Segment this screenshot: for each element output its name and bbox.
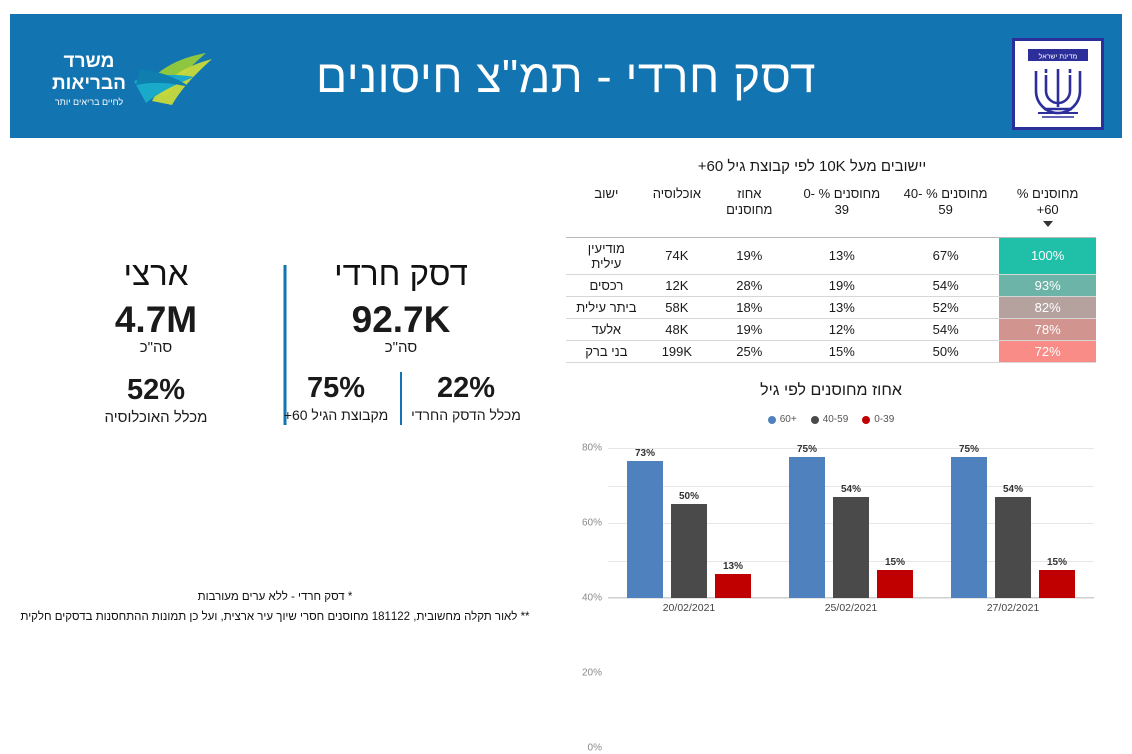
chart-bar-value-label: 54% bbox=[840, 483, 861, 495]
logo-line-2: הבריאות bbox=[51, 72, 126, 94]
table-row[interactable] bbox=[566, 340, 1096, 362]
kpi-national-share-value: 52% bbox=[126, 374, 186, 406]
table-row[interactable] bbox=[566, 237, 1096, 274]
svg-text:מדינת ישראל: מדינת ישראל bbox=[1038, 53, 1078, 61]
column-header-pct-40-59[interactable]: מחוסנים % 40-59 bbox=[892, 182, 999, 237]
chart-bar-value-label: 75% bbox=[796, 444, 817, 456]
cell-pct-total: 19% bbox=[707, 237, 792, 274]
chart-bar[interactable] bbox=[715, 560, 751, 598]
kpi-national-total: 4.7M bbox=[114, 299, 198, 340]
kpi-haredi-age60-share bbox=[272, 372, 400, 425]
legend-label: 60+ bbox=[779, 414, 797, 425]
chart-bar-group bbox=[608, 448, 770, 614]
table-header-row bbox=[566, 182, 1096, 237]
chart-bar-value-label: 54% bbox=[1002, 483, 1023, 495]
kpi-summary-panel bbox=[40, 255, 530, 475]
chart-bar[interactable] bbox=[951, 444, 987, 598]
kpi-national-heading: ארצי bbox=[123, 255, 189, 292]
legend-entry[interactable] bbox=[862, 414, 894, 425]
cell-city: מודיעין עילית bbox=[566, 237, 647, 274]
cell-pct-60plus: 82% bbox=[999, 296, 1096, 318]
column-header-pct-60plus-label: מחוסנים % 60+ bbox=[1016, 186, 1079, 218]
chart-bar[interactable] bbox=[627, 448, 663, 598]
kpi-haredi-total: 92.7K bbox=[351, 299, 451, 340]
chart-bar[interactable] bbox=[1039, 556, 1075, 598]
y-axis-tick-label: 40% bbox=[581, 592, 602, 604]
cell-pct-40-59: 52% bbox=[892, 296, 999, 318]
chart-bar-value-label: 13% bbox=[722, 560, 743, 572]
column-header-population[interactable]: אוכלוסיה bbox=[647, 182, 707, 237]
cell-pct-40-59: 50% bbox=[892, 340, 999, 362]
kpi-haredi-share-label: מכלל הדסק החרדי bbox=[411, 407, 521, 423]
cell-pct-60plus: 93% bbox=[999, 274, 1096, 296]
cell-pct-40-59: 54% bbox=[892, 318, 999, 340]
chart-bar[interactable] bbox=[671, 491, 707, 598]
chart-bar-value-label: 15% bbox=[1046, 556, 1067, 568]
footnote-2: ** לאור תקלה מחשובית, 181122 מחוסנים חסרי שיוך עיר ארצית, ועל כן תמונות ההתחסנות בדסקים חלקית bbox=[20, 610, 530, 623]
y-axis-tick-label: 0% bbox=[587, 742, 602, 754]
column-header-pct-60plus[interactable] bbox=[999, 182, 1096, 237]
cell-city: אלעד bbox=[566, 318, 647, 340]
chart-bar-group bbox=[770, 444, 932, 614]
cell-population: 48K bbox=[647, 318, 707, 340]
chart-bar-value-label: 50% bbox=[678, 491, 699, 503]
column-header-city[interactable]: ישוב bbox=[566, 182, 647, 237]
cell-city: בני ברק bbox=[566, 340, 647, 362]
vaccination-by-age-chart bbox=[566, 440, 1106, 754]
sort-descending-icon[interactable] bbox=[1043, 221, 1053, 227]
ministry-of-health-logo bbox=[28, 42, 218, 116]
chart-plot-area bbox=[581, 442, 1094, 754]
chart-bar[interactable] bbox=[789, 444, 825, 598]
chart-bar[interactable] bbox=[833, 483, 869, 598]
logo-line-3: לחיים בריאים יותר bbox=[54, 96, 124, 107]
cell-population: 12K bbox=[647, 274, 707, 296]
footnote-1: * דסק חרדי - ללא ערים מעורבות bbox=[197, 591, 353, 603]
y-axis-tick-label: 60% bbox=[581, 517, 602, 529]
cell-pct-60plus: 78% bbox=[999, 318, 1096, 340]
kpi-haredi-heading: דסק חרדי bbox=[334, 255, 468, 292]
cell-city: ביתר עילית bbox=[566, 296, 647, 318]
cell-city: רכסים bbox=[566, 274, 647, 296]
cell-pct-40-59: 67% bbox=[892, 237, 999, 274]
cell-pct-40-59: 54% bbox=[892, 274, 999, 296]
kpi-haredi-share-value: 22% bbox=[436, 372, 496, 404]
cell-pct-0-39: 13% bbox=[792, 296, 892, 318]
legend-label: 40-59 bbox=[822, 414, 849, 425]
page-title: דסק חרדי - תמ"צ חיסונים bbox=[316, 50, 816, 102]
ministry-logo-text bbox=[52, 51, 126, 107]
legend-label: 0-39 bbox=[874, 414, 895, 425]
legend-entry[interactable] bbox=[811, 414, 849, 425]
chart-legend bbox=[566, 414, 1096, 425]
legend-dot-icon bbox=[811, 416, 819, 424]
y-axis-tick-label: 20% bbox=[581, 667, 602, 679]
logo-line-1: משרד bbox=[63, 50, 115, 72]
kpi-national-total-label: סה"כ bbox=[139, 339, 173, 356]
chart-bar[interactable] bbox=[877, 556, 913, 598]
table-row[interactable] bbox=[566, 296, 1096, 318]
kpi-national-share-label: מכלל האוכלוסיה bbox=[104, 409, 208, 426]
cell-pct-0-39: 13% bbox=[792, 237, 892, 274]
cell-pct-total: 28% bbox=[707, 274, 792, 296]
chart-title: אחוז מחוסנים לפי גיל bbox=[760, 382, 902, 399]
cell-pct-total: 25% bbox=[707, 340, 792, 362]
chart-bar-value-label: 75% bbox=[958, 444, 979, 456]
kpi-haredi-share-of-desk bbox=[400, 372, 530, 425]
health-swoosh-icon bbox=[132, 47, 218, 111]
cell-population: 74K bbox=[647, 237, 707, 274]
footnotes bbox=[20, 588, 530, 627]
chart-bar-value-label: 15% bbox=[884, 556, 905, 568]
kpi-haredi-age60-label: מקבוצת הגיל 60+ bbox=[283, 407, 389, 423]
legend-entry[interactable] bbox=[768, 414, 797, 425]
x-axis-tick-label: 25/02/2021 bbox=[824, 602, 878, 614]
cell-pct-0-39: 19% bbox=[792, 274, 892, 296]
chart-bar-group bbox=[932, 444, 1094, 614]
state-emblem-icon bbox=[1012, 38, 1104, 130]
cell-population: 199K bbox=[647, 340, 707, 362]
table-row[interactable] bbox=[566, 318, 1096, 340]
table-title: יישובים מעל 10K לפי קבוצת גיל 60+ bbox=[697, 158, 927, 175]
cell-population: 58K bbox=[647, 296, 707, 318]
column-header-pct-0-39[interactable]: מחוסנים % 0-39 bbox=[792, 182, 892, 237]
x-axis-tick-label: 27/02/2021 bbox=[986, 602, 1040, 614]
page-header bbox=[10, 14, 1122, 138]
legend-dot-icon bbox=[862, 416, 870, 424]
kpi-national-block bbox=[40, 255, 272, 475]
y-axis-tick-label: 80% bbox=[581, 442, 602, 454]
chart-bar-value-label: 73% bbox=[634, 448, 655, 460]
kpi-haredi-breakdown bbox=[272, 372, 530, 425]
cell-pct-60plus: 72% bbox=[999, 340, 1096, 362]
table-row[interactable] bbox=[566, 274, 1096, 296]
x-axis-tick-label: 20/02/2021 bbox=[662, 602, 716, 614]
kpi-haredi-total-label: סה"כ bbox=[384, 339, 418, 356]
cell-pct-0-39: 15% bbox=[792, 340, 892, 362]
cell-pct-total: 19% bbox=[707, 318, 792, 340]
cell-pct-total: 18% bbox=[707, 296, 792, 318]
chart-bar[interactable] bbox=[995, 483, 1031, 598]
cell-pct-60plus: 100% bbox=[999, 237, 1096, 274]
kpi-haredi-age60-value: 75% bbox=[306, 372, 366, 404]
kpi-haredi-block bbox=[272, 255, 530, 475]
cell-pct-0-39: 12% bbox=[792, 318, 892, 340]
column-header-pct-total[interactable]: אחוז מחוסנים bbox=[707, 182, 792, 237]
settlements-table bbox=[566, 182, 1096, 363]
legend-dot-icon bbox=[768, 416, 776, 424]
